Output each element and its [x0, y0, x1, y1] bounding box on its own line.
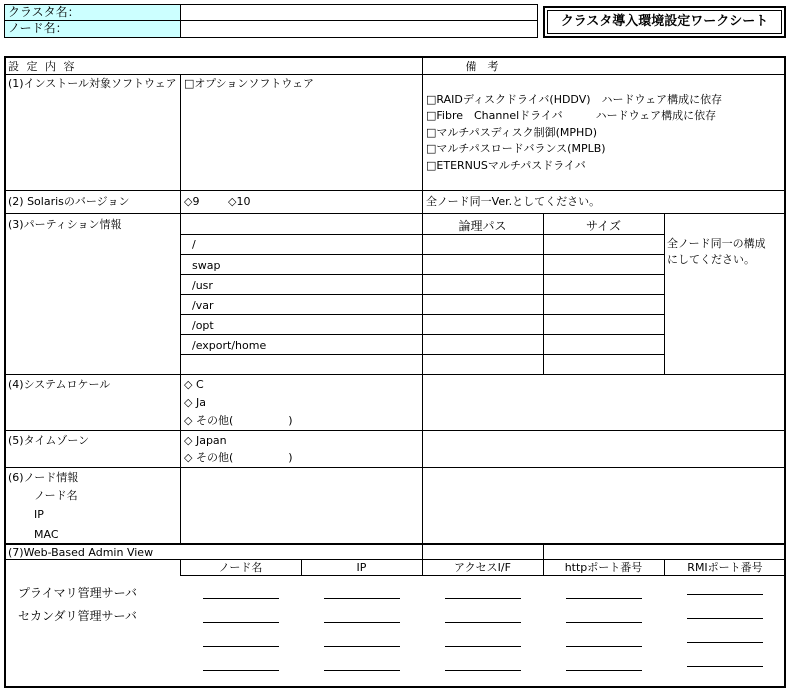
blank-http-port-4[interactable] — [566, 670, 642, 671]
blank-rmi-port-1[interactable] — [687, 594, 763, 595]
node-info-node-name: ノード名 — [34, 489, 78, 502]
line-h — [4, 543, 786, 545]
blank-ip-3[interactable] — [324, 646, 400, 647]
line-h — [180, 254, 664, 255]
blank-ip-4[interactable] — [324, 670, 400, 671]
section7-label: (7)Web-Based Admin View — [8, 546, 154, 559]
section2-label: (2) Solarisのバージョン — [8, 195, 130, 208]
blank-ip-1[interactable] — [324, 598, 400, 599]
blank-http-port-2[interactable] — [566, 622, 642, 623]
cluster-name-label: クラスタ名： — [4, 4, 181, 21]
blank-rmi-port-2[interactable] — [687, 618, 763, 619]
line-h — [4, 190, 786, 191]
remark-eternus[interactable]: □ETERNUSマルチパスドライバ — [426, 159, 586, 172]
line-v — [180, 74, 181, 543]
section4-label: (4)システムロケール — [8, 378, 111, 391]
solaris-9-option[interactable]: ◇9 — [184, 195, 200, 208]
locale-ja-option[interactable]: ◇ Ja — [184, 396, 206, 409]
blank-ip-2[interactable] — [324, 622, 400, 623]
wbav-col-http-port: httpポート番号 — [564, 561, 643, 574]
column-header-remarks: 備 考 — [465, 60, 499, 73]
worksheet-title: クラスタ導入環境設定ワークシート — [560, 14, 769, 29]
wbav-col-node-name: ノード名 — [218, 561, 263, 574]
partition-opt: /opt — [192, 319, 214, 332]
blank-access-if-4[interactable] — [445, 670, 521, 671]
column-logical-path: 論理パス — [458, 219, 507, 233]
remark-fibre-channel[interactable]: □Fibre Channelドライバ ハードウェア構成に依存 — [426, 109, 717, 122]
line-v — [422, 56, 423, 543]
solaris-note: 全ノード同一Ver.としてください。 — [426, 195, 601, 208]
locale-other-option[interactable]: ◇ その他( ) — [184, 414, 293, 427]
optional-software-checkbox[interactable]: □オプションソフトウェア — [184, 77, 314, 90]
timezone-japan-option[interactable]: ◇ Japan — [184, 434, 227, 447]
blank-node-name-4[interactable] — [203, 670, 279, 671]
node-info-mac: MAC — [34, 528, 59, 541]
wbav-col-rmi-port: RMIポート番号 — [687, 561, 763, 574]
blank-http-port-3[interactable] — [566, 646, 642, 647]
section3-label: (3)パーティション情報 — [8, 218, 122, 231]
blank-node-name-2[interactable] — [203, 622, 279, 623]
line-h — [4, 374, 786, 375]
line-h — [4, 213, 786, 214]
blank-node-name-3[interactable] — [203, 646, 279, 647]
partition-note-2: にしてください。 — [667, 253, 755, 266]
partition-root: / — [192, 238, 196, 251]
wbav-col-access-if: アクセスI/F — [454, 561, 511, 574]
blank-access-if-2[interactable] — [445, 622, 521, 623]
line-h — [180, 234, 664, 235]
blank-http-port-1[interactable] — [566, 598, 642, 599]
worksheet-title-box — [543, 6, 786, 38]
partition-var: /var — [192, 299, 214, 312]
partition-note-1: 全ノード同一の構成 — [667, 237, 766, 250]
section6-label: (6)ノード情報 — [8, 471, 79, 484]
primary-admin-server: プライマリ管理サーバ — [18, 586, 138, 600]
section5-label: (5)タイムゾーン — [8, 434, 90, 447]
line-v — [664, 213, 665, 374]
line-h — [180, 575, 786, 576]
column-header-setting: 設 定 内 容 — [8, 60, 77, 73]
remark-raid-driver[interactable]: □RAIDディスクドライバ(HDDV) ハードウェア構成に依存 — [426, 93, 723, 106]
node-name-field[interactable] — [180, 20, 538, 38]
line-h — [180, 354, 664, 355]
line-h — [4, 467, 786, 468]
wbav-col-ip: IP — [356, 561, 367, 574]
blank-rmi-port-4[interactable] — [687, 666, 763, 667]
line-h — [180, 294, 664, 295]
partition-usr: /usr — [192, 279, 213, 292]
partition-export-home: /export/home — [192, 339, 267, 352]
node-info-ip: IP — [34, 508, 44, 521]
secondary-admin-server: セカンダリ管理サーバ — [18, 609, 137, 623]
line-h — [4, 74, 786, 75]
cluster-name-field[interactable] — [180, 4, 538, 21]
locale-c-option[interactable]: ◇ C — [184, 378, 204, 391]
blank-node-name-1[interactable] — [203, 598, 279, 599]
blank-access-if-3[interactable] — [445, 646, 521, 647]
section1-label: (1)インストール対象ソフトウェア — [8, 77, 177, 90]
node-name-label: ノード名： — [4, 20, 181, 38]
remark-mphd[interactable]: □マルチパスディスク制御(MPHD) — [426, 126, 598, 139]
timezone-other-option[interactable]: ◇ その他( ) — [184, 451, 293, 464]
solaris-10-option[interactable]: ◇10 — [228, 195, 251, 208]
partition-swap: swap — [192, 259, 221, 272]
line-h — [4, 430, 786, 431]
line-h — [180, 274, 664, 275]
title-inner-frame — [547, 10, 782, 34]
column-size: サイズ — [585, 219, 622, 233]
blank-access-if-1[interactable] — [445, 598, 521, 599]
remark-mplb[interactable]: □マルチパスロードバランス(MPLB) — [426, 142, 606, 155]
line-h — [180, 334, 664, 335]
line-h — [180, 314, 664, 315]
blank-rmi-port-3[interactable] — [687, 642, 763, 643]
